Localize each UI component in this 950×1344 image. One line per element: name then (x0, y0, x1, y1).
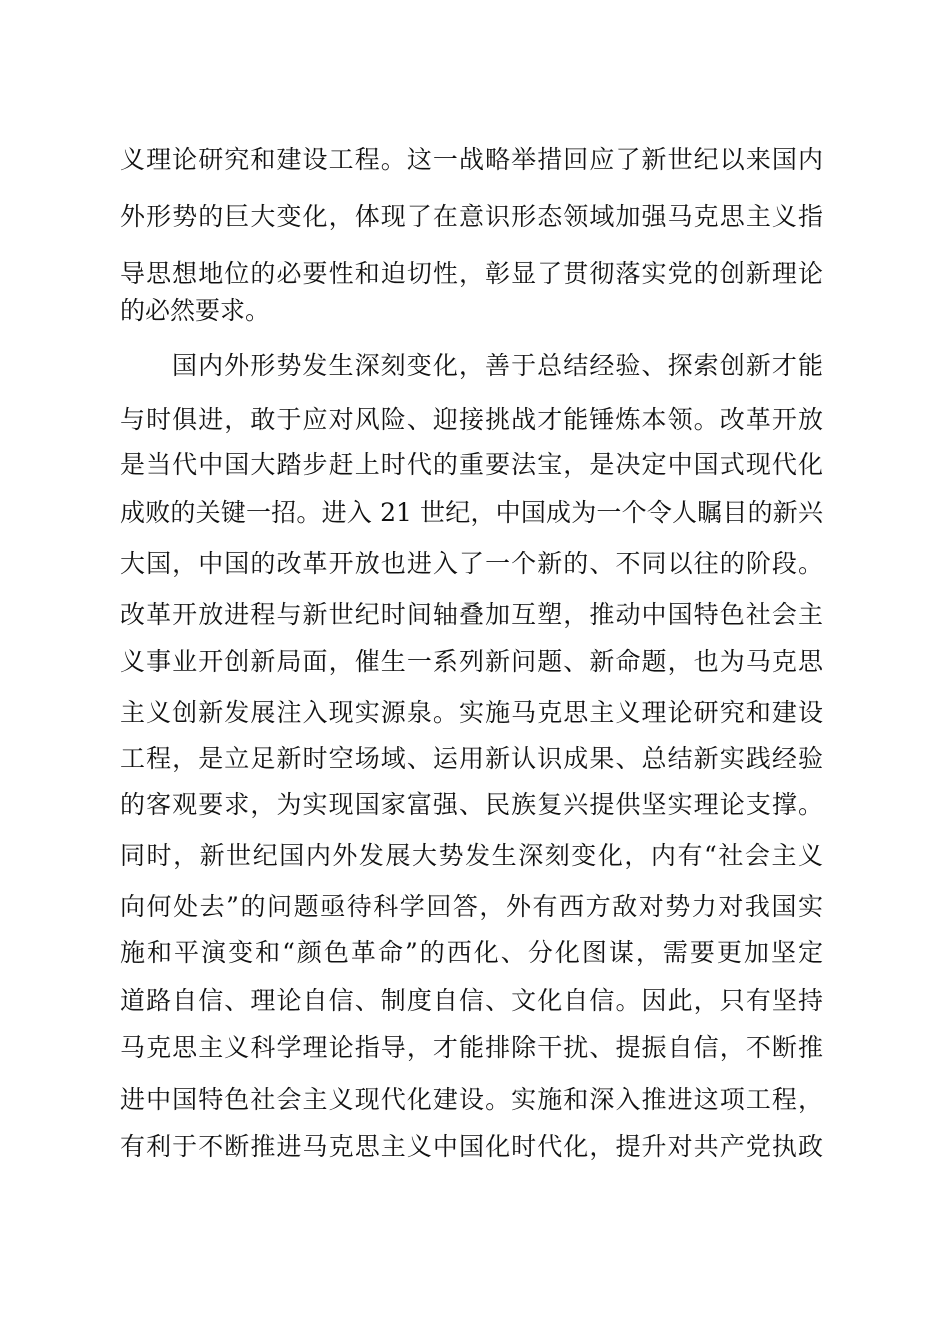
text-line: 是当代中国大踏步赶上时代的重要法宝，是决定中国式现代化 (120, 450, 823, 479)
text-line: 有利于不断推进马克思主义中国化时代化，提升对共产党执政 (120, 1132, 823, 1161)
text-line: 进中国特色社会主义现代化建设。实施和深入推进这项工程， (120, 1085, 823, 1114)
text-line: 义理论研究和建设工程。这一战略举措回应了新世纪以来国内 (120, 145, 823, 174)
text-line: 马克思主义科学理论指导，才能排除干扰、提振自信，不断推 (120, 1033, 823, 1062)
text-line: 施和平演变和“颜色革命”的西化、分化图谋，需要更加坚定 (120, 938, 823, 967)
text-line: 道路自信、理论自信、制度自信、文化自信。因此，只有坚持 (120, 986, 823, 1015)
text-line: 导思想地位的必要性和迫切性，彰显了贯彻落实党的创新理论 (120, 259, 823, 288)
text-line: 义事业开创新局面，催生一系列新问题、新命题，也为马克思 (120, 647, 823, 676)
text-line: 外形势的巨大变化，体现了在意识形态领域加强马克思主义指 (120, 202, 823, 231)
text-line: 工程，是立足新时空场域、运用新认识成果、总结新实践经验 (120, 744, 823, 773)
text-line: 大国，中国的改革开放也进入了一个新的、不同以往的阶段。 (120, 549, 823, 578)
paragraph-first-line: 国内外形势发生深刻变化，善于总结经验、探索创新才能 (172, 351, 823, 380)
text-line: 的客观要求，为实现国家富强、民族复兴提供坚实理论支撑。 (120, 790, 823, 819)
text-line: 同时，新世纪国内外发展大势发生深刻变化，内有“社会主义 (120, 841, 823, 870)
text-line: 改革开放进程与新世纪时间轴叠加互塑，推动中国特色社会主 (120, 600, 823, 629)
text-line: 成败的关键一招。进入 21 世纪，中国成为一个令人瞩目的新兴 (120, 498, 823, 527)
text-line: 与时俱进，敢于应对风险、迎接挑战才能锤炼本领。改革开放 (120, 405, 823, 434)
text-line: 向何处去”的问题亟待科学回答，外有西方敌对势力对我国实 (120, 892, 823, 921)
text-line: 的必然要求。 (120, 296, 271, 325)
text-line: 主义创新发展注入现实源泉。实施马克思主义理论研究和建设 (120, 698, 823, 727)
